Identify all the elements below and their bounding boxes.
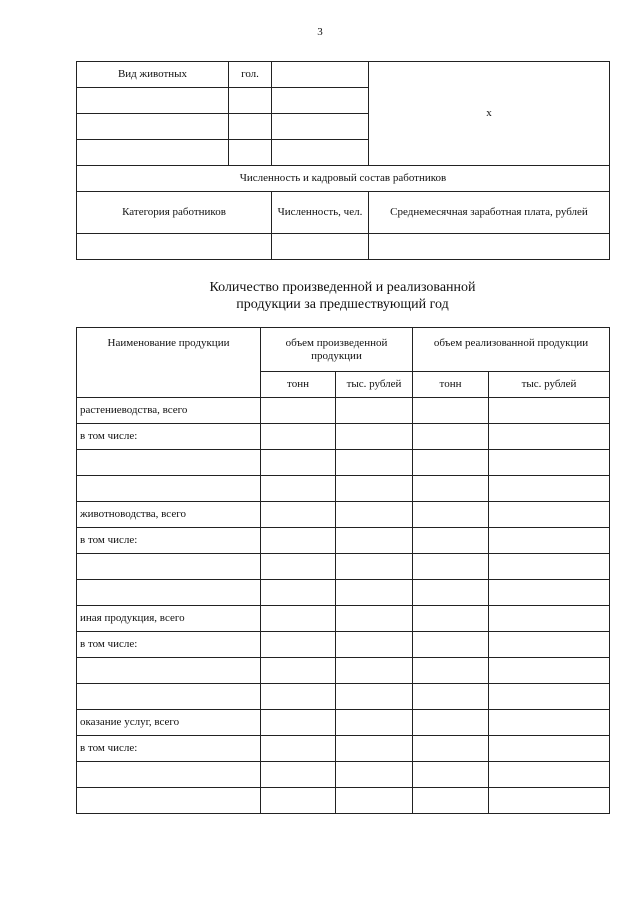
sold-rubles-cell (489, 684, 610, 710)
sold-tons-cell (413, 788, 489, 814)
table-row (77, 398, 610, 424)
animal-type-header: Вид животных (77, 62, 229, 88)
sold-tons-cell (413, 450, 489, 476)
sold-tons-cell (413, 710, 489, 736)
sold-rubles-cell (489, 528, 610, 554)
product-name-cell (77, 554, 261, 580)
sold-tons-cell (413, 580, 489, 606)
produced-rubles-cell (336, 788, 413, 814)
page-number: 3 (317, 26, 323, 38)
sold-tons-cell (413, 658, 489, 684)
sold-tons-cell (413, 684, 489, 710)
product-name-cell: животноводства, всего (77, 502, 261, 528)
salary-cell (369, 234, 610, 260)
produced-tons-cell (261, 398, 336, 424)
animal-cell (77, 114, 229, 140)
sold-rubles-cell (489, 632, 610, 658)
empty-cell (272, 88, 369, 114)
sold-tons-header: тонн (413, 372, 489, 398)
sold-tons-cell (413, 502, 489, 528)
produced-tons-cell (261, 736, 336, 762)
empty-cell (272, 114, 369, 140)
produced-rubles-header: тыс. рублей (336, 372, 413, 398)
table-row (77, 710, 610, 736)
produced-rubles-cell (336, 710, 413, 736)
sold-rubles-cell (489, 606, 610, 632)
produced-rubles-cell (336, 554, 413, 580)
table-row (77, 554, 610, 580)
produced-rubles-cell (336, 762, 413, 788)
sold-tons-cell (413, 398, 489, 424)
headcount-cell (272, 234, 369, 260)
table-row (77, 606, 610, 632)
product-name-cell (77, 762, 261, 788)
table-row (77, 424, 610, 450)
produced-tons-cell (261, 476, 336, 502)
produced-rubles-cell (336, 398, 413, 424)
salary-header: Среднемесячная заработная плата, рублей (369, 192, 610, 234)
table-row (77, 528, 610, 554)
produced-rubles-cell (336, 450, 413, 476)
sold-rubles-cell (489, 502, 610, 528)
table-row (77, 736, 610, 762)
produced-volume-header: объем произведенной продукции (261, 328, 413, 372)
sold-rubles-header: тыс. рублей (489, 372, 610, 398)
table-row (77, 632, 610, 658)
produced-rubles-cell (336, 658, 413, 684)
table-row (77, 684, 610, 710)
sold-rubles-cell (489, 580, 610, 606)
produced-tons-cell (261, 762, 336, 788)
staff-title: Численность и кадровый состав работников (77, 166, 610, 192)
sold-rubles-cell (489, 554, 610, 580)
table-row (77, 502, 610, 528)
produced-tons-cell (261, 684, 336, 710)
heads-cell (229, 88, 272, 114)
heads-cell (229, 140, 272, 166)
product-name-cell (77, 580, 261, 606)
sold-rubles-cell (489, 424, 610, 450)
produced-tons-cell (261, 502, 336, 528)
animal-cell (77, 140, 229, 166)
produced-tons-cell (261, 658, 336, 684)
sold-tons-cell (413, 476, 489, 502)
sold-rubles-cell (489, 658, 610, 684)
animal-cell (77, 88, 229, 114)
produced-rubles-cell (336, 606, 413, 632)
sold-tons-cell (413, 554, 489, 580)
table-row (77, 658, 610, 684)
product-name-cell (77, 450, 261, 476)
production-heading (76, 279, 609, 313)
produced-tons-header: тонн (261, 372, 336, 398)
product-name-cell: иная продукция, всего (77, 606, 261, 632)
product-name-cell: в том числе: (77, 632, 261, 658)
sold-rubles-cell (489, 788, 610, 814)
produced-tons-cell (261, 450, 336, 476)
produced-rubles-cell (336, 476, 413, 502)
heads-header: гол. (229, 62, 272, 88)
produced-rubles-cell (336, 502, 413, 528)
category-header: Категория работников (77, 192, 272, 234)
produced-tons-cell (261, 580, 336, 606)
produced-tons-cell (261, 632, 336, 658)
category-cell (77, 234, 272, 260)
table-row (77, 450, 610, 476)
product-name-cell (77, 476, 261, 502)
sold-rubles-cell (489, 450, 610, 476)
produced-rubles-cell (336, 684, 413, 710)
produced-tons-cell (261, 424, 336, 450)
product-name-cell: оказание услуг, всего (77, 710, 261, 736)
production-table-body (77, 398, 610, 814)
sold-tons-cell (413, 632, 489, 658)
sold-rubles-cell (489, 762, 610, 788)
animals-staff-table (76, 61, 610, 260)
sold-tons-cell (413, 736, 489, 762)
sold-tons-cell (413, 606, 489, 632)
produced-tons-cell (261, 788, 336, 814)
produced-rubles-cell (336, 736, 413, 762)
product-name-cell: в том числе: (77, 424, 261, 450)
sold-rubles-cell (489, 736, 610, 762)
product-name-cell (77, 684, 261, 710)
table-row (77, 762, 610, 788)
sold-tons-cell (413, 424, 489, 450)
produced-rubles-cell (336, 632, 413, 658)
sold-tons-cell (413, 528, 489, 554)
product-name-cell: растениеводства, всего (77, 398, 261, 424)
product-name-cell: в том числе: (77, 736, 261, 762)
product-name-cell (77, 788, 261, 814)
heads-cell (229, 114, 272, 140)
sold-rubles-cell (489, 476, 610, 502)
product-name-header: Наименование продукции (77, 328, 261, 398)
table-row (77, 580, 610, 606)
sold-tons-cell (413, 762, 489, 788)
produced-tons-cell (261, 528, 336, 554)
empty-cell (272, 140, 369, 166)
product-name-cell (77, 658, 261, 684)
produced-rubles-cell (336, 580, 413, 606)
sold-rubles-cell (489, 398, 610, 424)
produced-tons-cell (261, 710, 336, 736)
empty-header-cell (272, 62, 369, 88)
headcount-header: Численность, чел. (272, 192, 369, 234)
merged-x-cell: х (369, 62, 610, 166)
sold-volume-header: объем реализованной продукции (413, 328, 610, 372)
produced-tons-cell (261, 554, 336, 580)
production-heading-line2: продукции за предшествующий год (236, 297, 449, 312)
production-table (76, 327, 610, 814)
produced-rubles-cell (336, 528, 413, 554)
produced-tons-cell (261, 606, 336, 632)
product-name-cell: в том числе: (77, 528, 261, 554)
produced-rubles-cell (336, 424, 413, 450)
table-row (77, 476, 610, 502)
sold-rubles-cell (489, 710, 610, 736)
table-row (77, 788, 610, 814)
production-heading-line1: Количество произведенной и реализованной (209, 280, 476, 295)
